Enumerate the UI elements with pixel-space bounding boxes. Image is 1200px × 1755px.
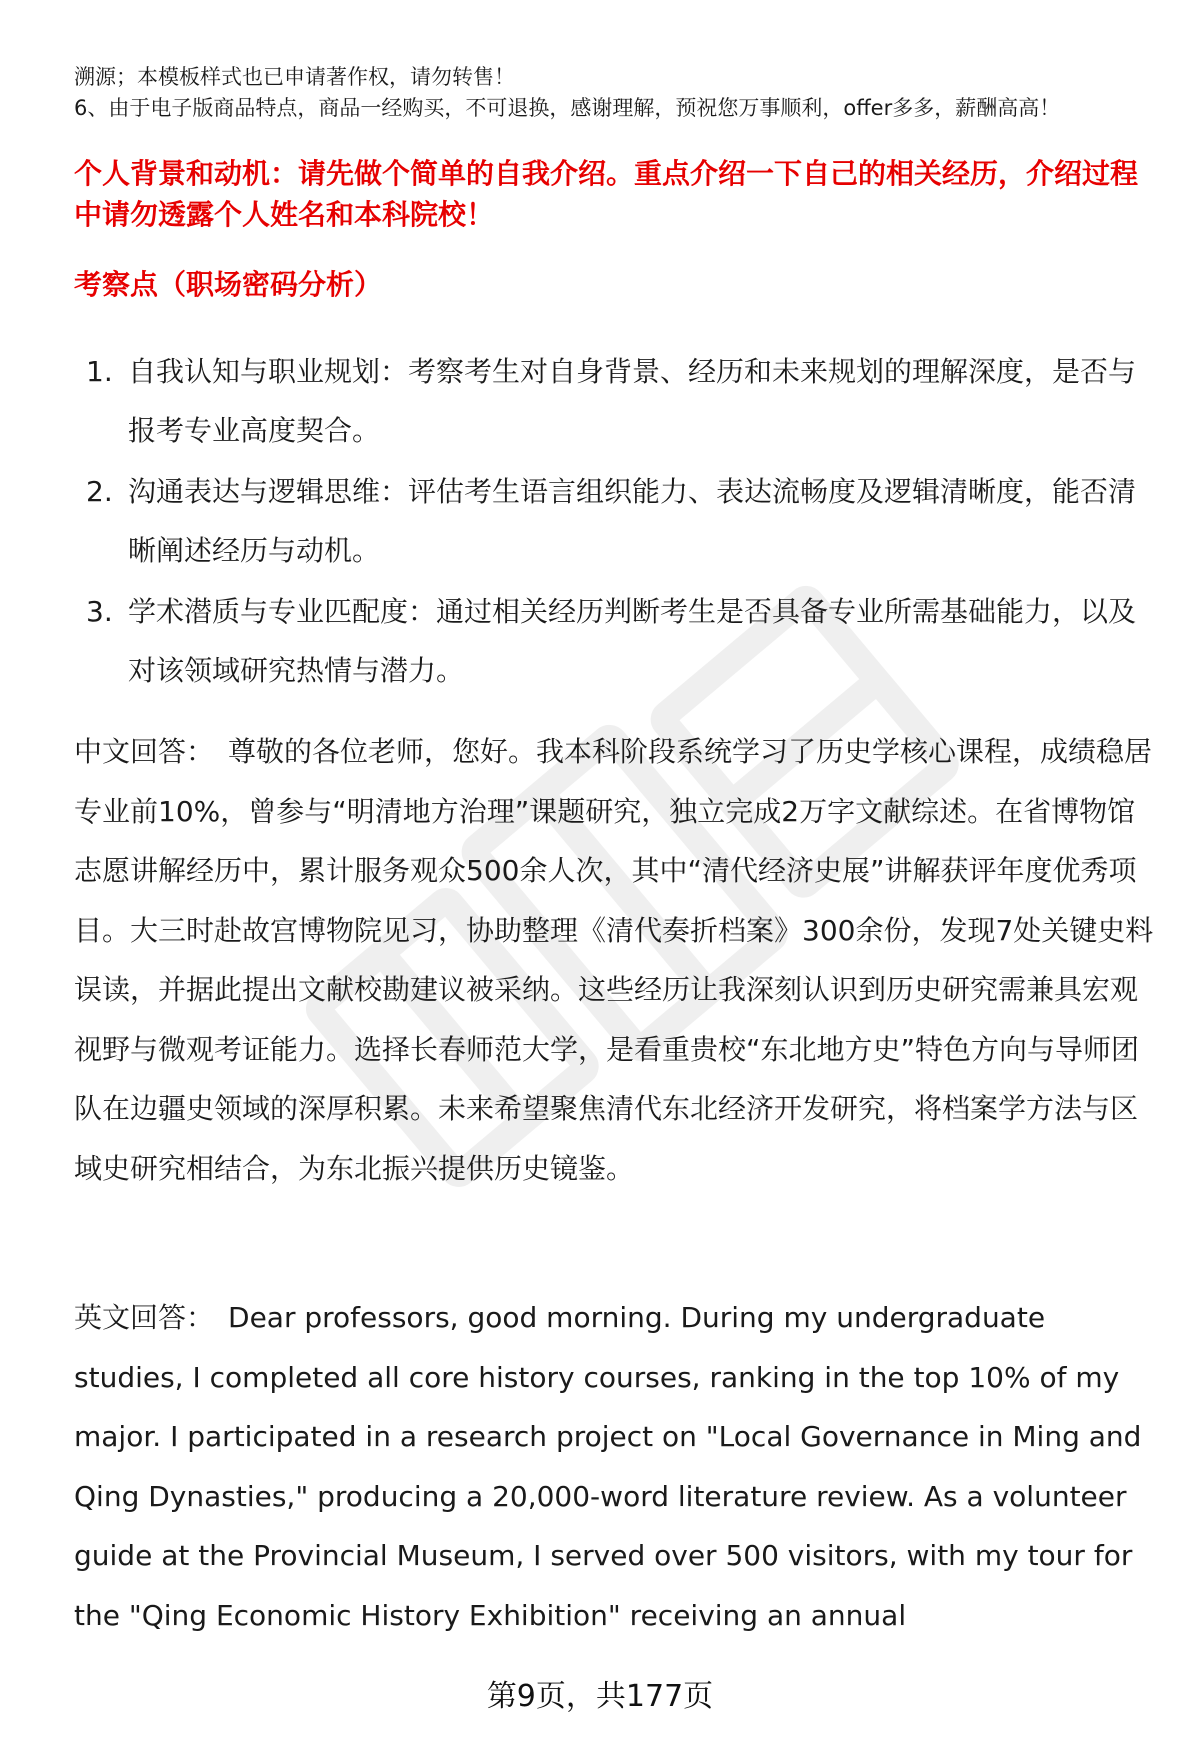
notice-line: 溯源；本模板样式也已申请著作权，请勿转售！ <box>74 65 515 89</box>
list-item <box>74 582 1154 700</box>
question-heading: 个人背景和动机：请先做个简单的自我介绍。重点介绍一下自己的相关经历，介绍过程中请勿透露个人姓名和本科院校！ <box>74 157 1139 231</box>
list-item-text: 自我认知与职业规划：考察考生对自身背景、经历和未来规划的理解深度，是否与报考专业高度契合。 <box>128 355 1137 447</box>
english-answer-label: 英文回答： <box>74 1301 215 1334</box>
chinese-answer-text: 尊敬的各位老师，您好。我本科阶段系统学习了历史学核心课程，成绩稳居专业前10%，曾参与“明清地方治理”课题研究，独立完成2万字文献综述。在省博物馆志愿讲解经历中，累计服务观众500余人次，其中“清代经济史展”讲解获评年度优秀项目。大三时赴故宫博物院见习，协助整理《清代奏折档案》300余份，发现7处关键史料误读，并据此提出文献校勘建议被采纳。这些经历让我深刻认识到历史研究需兼具宏观视野与微观考证能力。选择长春师范大学，是看重贵校“东北地方史”特色方向与导师团队在边疆史领域的深厚积累。未来希望聚焦清代东北经济开发研究，将档案学方法与区域史研究相结合，为东北振兴提供历史镜鉴。 <box>74 735 1154 1185</box>
list-item-number: 3. <box>86 595 113 628</box>
chinese-answer <box>74 722 1162 1198</box>
notice-line: 6、由于电子版商品特点，商品一经购买，不可退换，感谢理解，预祝您万事顺利，offer多多，薪酬高高！ <box>74 96 1061 120</box>
list-item <box>74 342 1154 460</box>
list-item <box>74 462 1154 580</box>
list-item-text: 学术潜质与专业匹配度：通过相关经历判断考生是否具备专业所需基础能力，以及对该领域研究热情与潜力。 <box>128 595 1137 687</box>
assessment-points-list <box>74 342 1154 702</box>
english-answer <box>74 1288 1144 1645</box>
chinese-answer-label: 中文回答： <box>74 735 215 768</box>
english-answer-text: Dear professors, good morning. During my undergraduate studies, I completed all core history courses, ranking in the top 10% of my major. I participated in a research project on "Local Governance in Ming and Qing Dynasties," producing a 20,000-word literature review. As a volunteer guide at the Provincial Museum, I served over 500 visitors, with my tour for the "Qing Economic History Exhibition" receiving an annual <box>74 1301 1142 1632</box>
list-item-number: 1. <box>86 355 113 388</box>
page-number: 第9页，共177页 <box>486 1679 714 1714</box>
assessment-points-title: 考察点（职场密码分析） <box>74 268 383 301</box>
list-item-number: 2. <box>86 475 113 508</box>
list-item-text: 沟通表达与逻辑思维：评估考生语言组织能力、表达流畅度及逻辑清晰度，能否清晰阐述经历与动机。 <box>128 475 1137 567</box>
